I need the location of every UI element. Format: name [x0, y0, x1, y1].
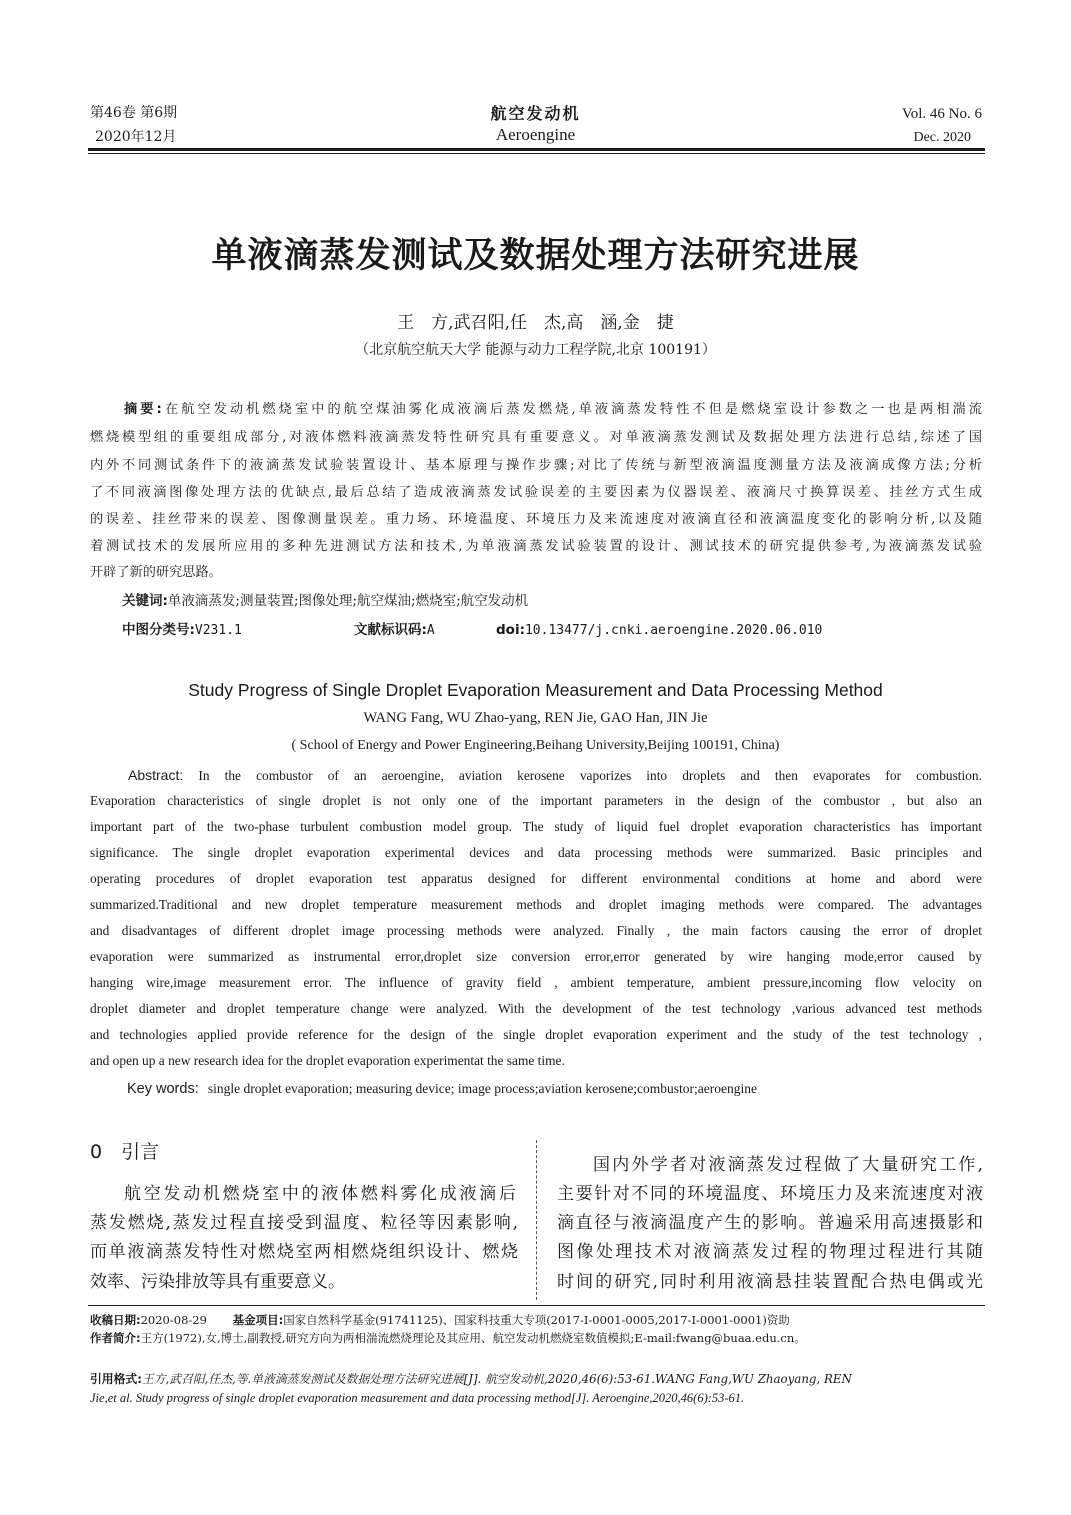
footnote-author: [90, 1329, 985, 1347]
header-volume: 第46卷 第6期: [90, 105, 178, 121]
fund-label: 基金项目:: [232, 1313, 284, 1327]
body-line: 国内外学者对液滴蒸发过程做了大量研究工作,: [593, 1155, 983, 1175]
abstract-en-line: and disadvantages of different droplet image processing methods were analyzed. Finally , the main factors causing the error of droplet: [90, 923, 982, 938]
clc-label: 中图分类号:: [122, 622, 195, 638]
header-rule-thin: [88, 153, 985, 154]
abstract-cn-line: 燃烧模型组的重要组成部分,对液体燃料液滴蒸发特性研究具有重要意义。对单液滴蒸发测试及数据处理方法进行总结,综述了国: [90, 430, 982, 445]
keywords-en-label: Key words:: [127, 1081, 199, 1097]
keywords-en-text: single droplet evaporation; measuring device; image process;aviation kerosene;combustor;aeroengine: [207, 1081, 758, 1096]
doc-code: [354, 620, 435, 641]
paper-title-cn: 单液滴蒸发测试及数据处理方法研究进展: [211, 235, 860, 276]
citation-line-1: [90, 1370, 985, 1388]
body-line: 滴直径与液滴温度产生的影响。普遍采用高速摄影和: [557, 1213, 983, 1233]
abstract-en-line: [128, 765, 982, 786]
affiliation-cn: （北京航空航天大学 能源与动力工程学院,北京 100191）: [355, 342, 716, 358]
abstract-cn-text: 在航空发动机燃烧室中的航空煤油雾化成液滴后蒸发燃烧,单液滴蒸发特性不但是燃烧室设计参数之一也是两相湍流: [161, 402, 982, 417]
citation-text: 王方,武召阳,任杰,等.单液滴蒸发测试及数据处理方法研究进展[J]. 航空发动机,2020,46(6):53-61.WANG Fang,WU Zhaoyang, REN: [141, 1372, 852, 1386]
header-date-en: Dec. 2020: [913, 130, 971, 145]
author-value: 王方(1972),女,博士,副教授,研究方向为两相湍流燃烧理论及其应用、航空发动机燃烧室数值模拟;E-mail:fwang@buaa.edu.cn。: [140, 1331, 806, 1345]
authors-en: WANG Fang, WU Zhao-yang, REN Jie, GAO Han, JIN Jie: [363, 710, 708, 726]
abstract-cn-line: [124, 400, 982, 420]
doi-value: 10.13477/j.cnki.aeroengine.2020.06.010: [524, 623, 823, 638]
keywords-cn: [122, 591, 528, 611]
abstract-cn-line: 的误差、挂丝带来的误差、图像测量误差。重力场、环境温度、环境压力及来流速度对液滴直径和液滴温度变化的影响分析,以及随: [90, 512, 982, 527]
abstract-en-line: operating procedures of droplet evaporation test apparatus designed for different environmental conditions at home and abord were: [90, 871, 982, 886]
clc-value: V231.1: [194, 623, 242, 638]
body-line: 蒸发燃烧,蒸发过程直接受到温度、粒径等因素影响,: [90, 1213, 518, 1233]
abstract-en-line: hanging wire,image measurement error. The influence of gravity field , ambient temperature, ambient pressure,incoming flow velocity on: [90, 975, 982, 990]
doc-code-value: A: [426, 623, 435, 638]
abstract-en-line: Evaporation characteristics of single droplet is not only one of the important parameters in the design of the combustor , but also an: [90, 793, 982, 808]
header-journal-cn: 航空发动机: [490, 104, 581, 123]
paper-title-en: Study Progress of Single Droplet Evaporation Measurement and Data Processing Method: [188, 680, 883, 700]
body-line: 而单液滴蒸发特性对燃烧室两相燃烧组织设计、燃烧: [90, 1242, 518, 1262]
abstract-en-line: significance. The single droplet evaporation experimental devices and data processing methods were summarized. Basic principles and: [90, 845, 982, 860]
abstract-en-line: summarized.Traditional and new droplet temperature measurement methods and droplet imaging methods were compared. The advantages: [90, 897, 982, 912]
classification-row: [122, 620, 1002, 641]
keywords-cn-text: 单液滴蒸发;测量装置;图像处理;航空煤油;燃烧室;航空发动机: [167, 593, 529, 609]
body-line: 时间的研究,同时利用液滴悬挂装置配合热电偶或光: [557, 1272, 983, 1292]
fund-value: 国家自然科学基金(91741125)、国家科技重大专项(2017-I-0001-0005,2017-I-0001-0001)资助: [283, 1313, 790, 1327]
column-divider: [536, 1140, 537, 1300]
footnote-rule: [88, 1305, 985, 1306]
keywords-en: [127, 1078, 757, 1099]
body-line: 效率、污染排放等具有重要意义。: [90, 1272, 345, 1292]
abstract-en-line: and technologies applied provide reference for the design of the single droplet evaporation experiment and the study of the test technology ,: [90, 1027, 982, 1042]
author-label: 作者简介:: [90, 1331, 141, 1345]
abstract-en-text: In the combustor of an aeroengine, aviation kerosene vaporizes into droplets and then evaporates for combustion.: [198, 768, 982, 783]
section-heading: 0 引言: [90, 1141, 160, 1163]
citation-line-2: Jie,et al. Study progress of single droplet evaporation measurement and data processing method[J]. Aeroengine,2020,46(6):53-61.: [90, 1391, 745, 1405]
abstract-cn-label: 摘要:: [124, 402, 162, 417]
affiliation-en: ( School of Energy and Power Engineering,Beihang University,Beijing 100191, China): [291, 738, 780, 753]
header-date: 2020年12月: [95, 129, 177, 145]
abstract-cn-line: 内外不同测试条件下的液滴蒸发试验装置设计、基本原理与操作步骤;对比了传统与新型液滴温度测量方法及液滴成像方法;分析: [90, 458, 982, 473]
abstract-en-label: Abstract:: [128, 767, 184, 783]
authors-cn: 王 方,武召阳,任 杰,高 涵,金 捷: [397, 313, 674, 333]
abstract-cn-line: 开辟了新的研究思路。: [90, 565, 222, 580]
doi-label: doi:: [496, 622, 525, 638]
footnote-received-fund: [90, 1311, 985, 1329]
abstract-cn-line: 了不同液滴图像处理方法的优缺点,最后总结了造成液滴蒸发试验误差的主要因素为仪器误差、液滴尺寸换算误差、挂丝方式生成: [90, 485, 982, 500]
body-line: 图像处理技术对液滴蒸发过程的物理过程进行其随: [557, 1242, 983, 1262]
body-line: 主要针对不同的环境温度、环境压力及来流速度对液: [557, 1184, 983, 1204]
header-rule-thick: [88, 148, 985, 151]
doc-code-label: 文献标识码:: [354, 622, 427, 638]
abstract-en-line: important part of the two-phase turbulent combustion model group. The study of liquid fuel droplet evaporation characteristics has important: [90, 819, 982, 834]
header-journal-en: Aeroengine: [495, 125, 576, 144]
citation-label: 引用格式:: [90, 1372, 142, 1386]
body-line: 航空发动机燃烧室中的液体燃料雾化成液滴后: [124, 1184, 516, 1204]
abstract-en-line: droplet diameter and droplet temperature change were analyzed. With the development of the test technology ,various advanced test methods: [90, 1001, 982, 1016]
doi: [496, 620, 822, 641]
received-value: 2020-08-29: [140, 1313, 207, 1327]
header-volume-en: Vol. 46 No. 6: [901, 106, 982, 122]
received-label: 收稿日期:: [90, 1313, 141, 1327]
abstract-en-line: evaporation were summarized as instrumental error,droplet size conversion error,error generated by wire hanging mode,error caused by: [90, 949, 982, 964]
abstract-en-line: and open up a new research idea for the droplet evaporation experimentat the same time.: [90, 1053, 565, 1068]
keywords-cn-label: 关键词:: [122, 593, 168, 609]
abstract-cn-line: 着测试技术的发展所应用的多种先进测试方法和技术,为单液滴蒸发试验装置的设计、测试技术的研究提供参考,为液滴蒸发试验: [90, 539, 982, 554]
